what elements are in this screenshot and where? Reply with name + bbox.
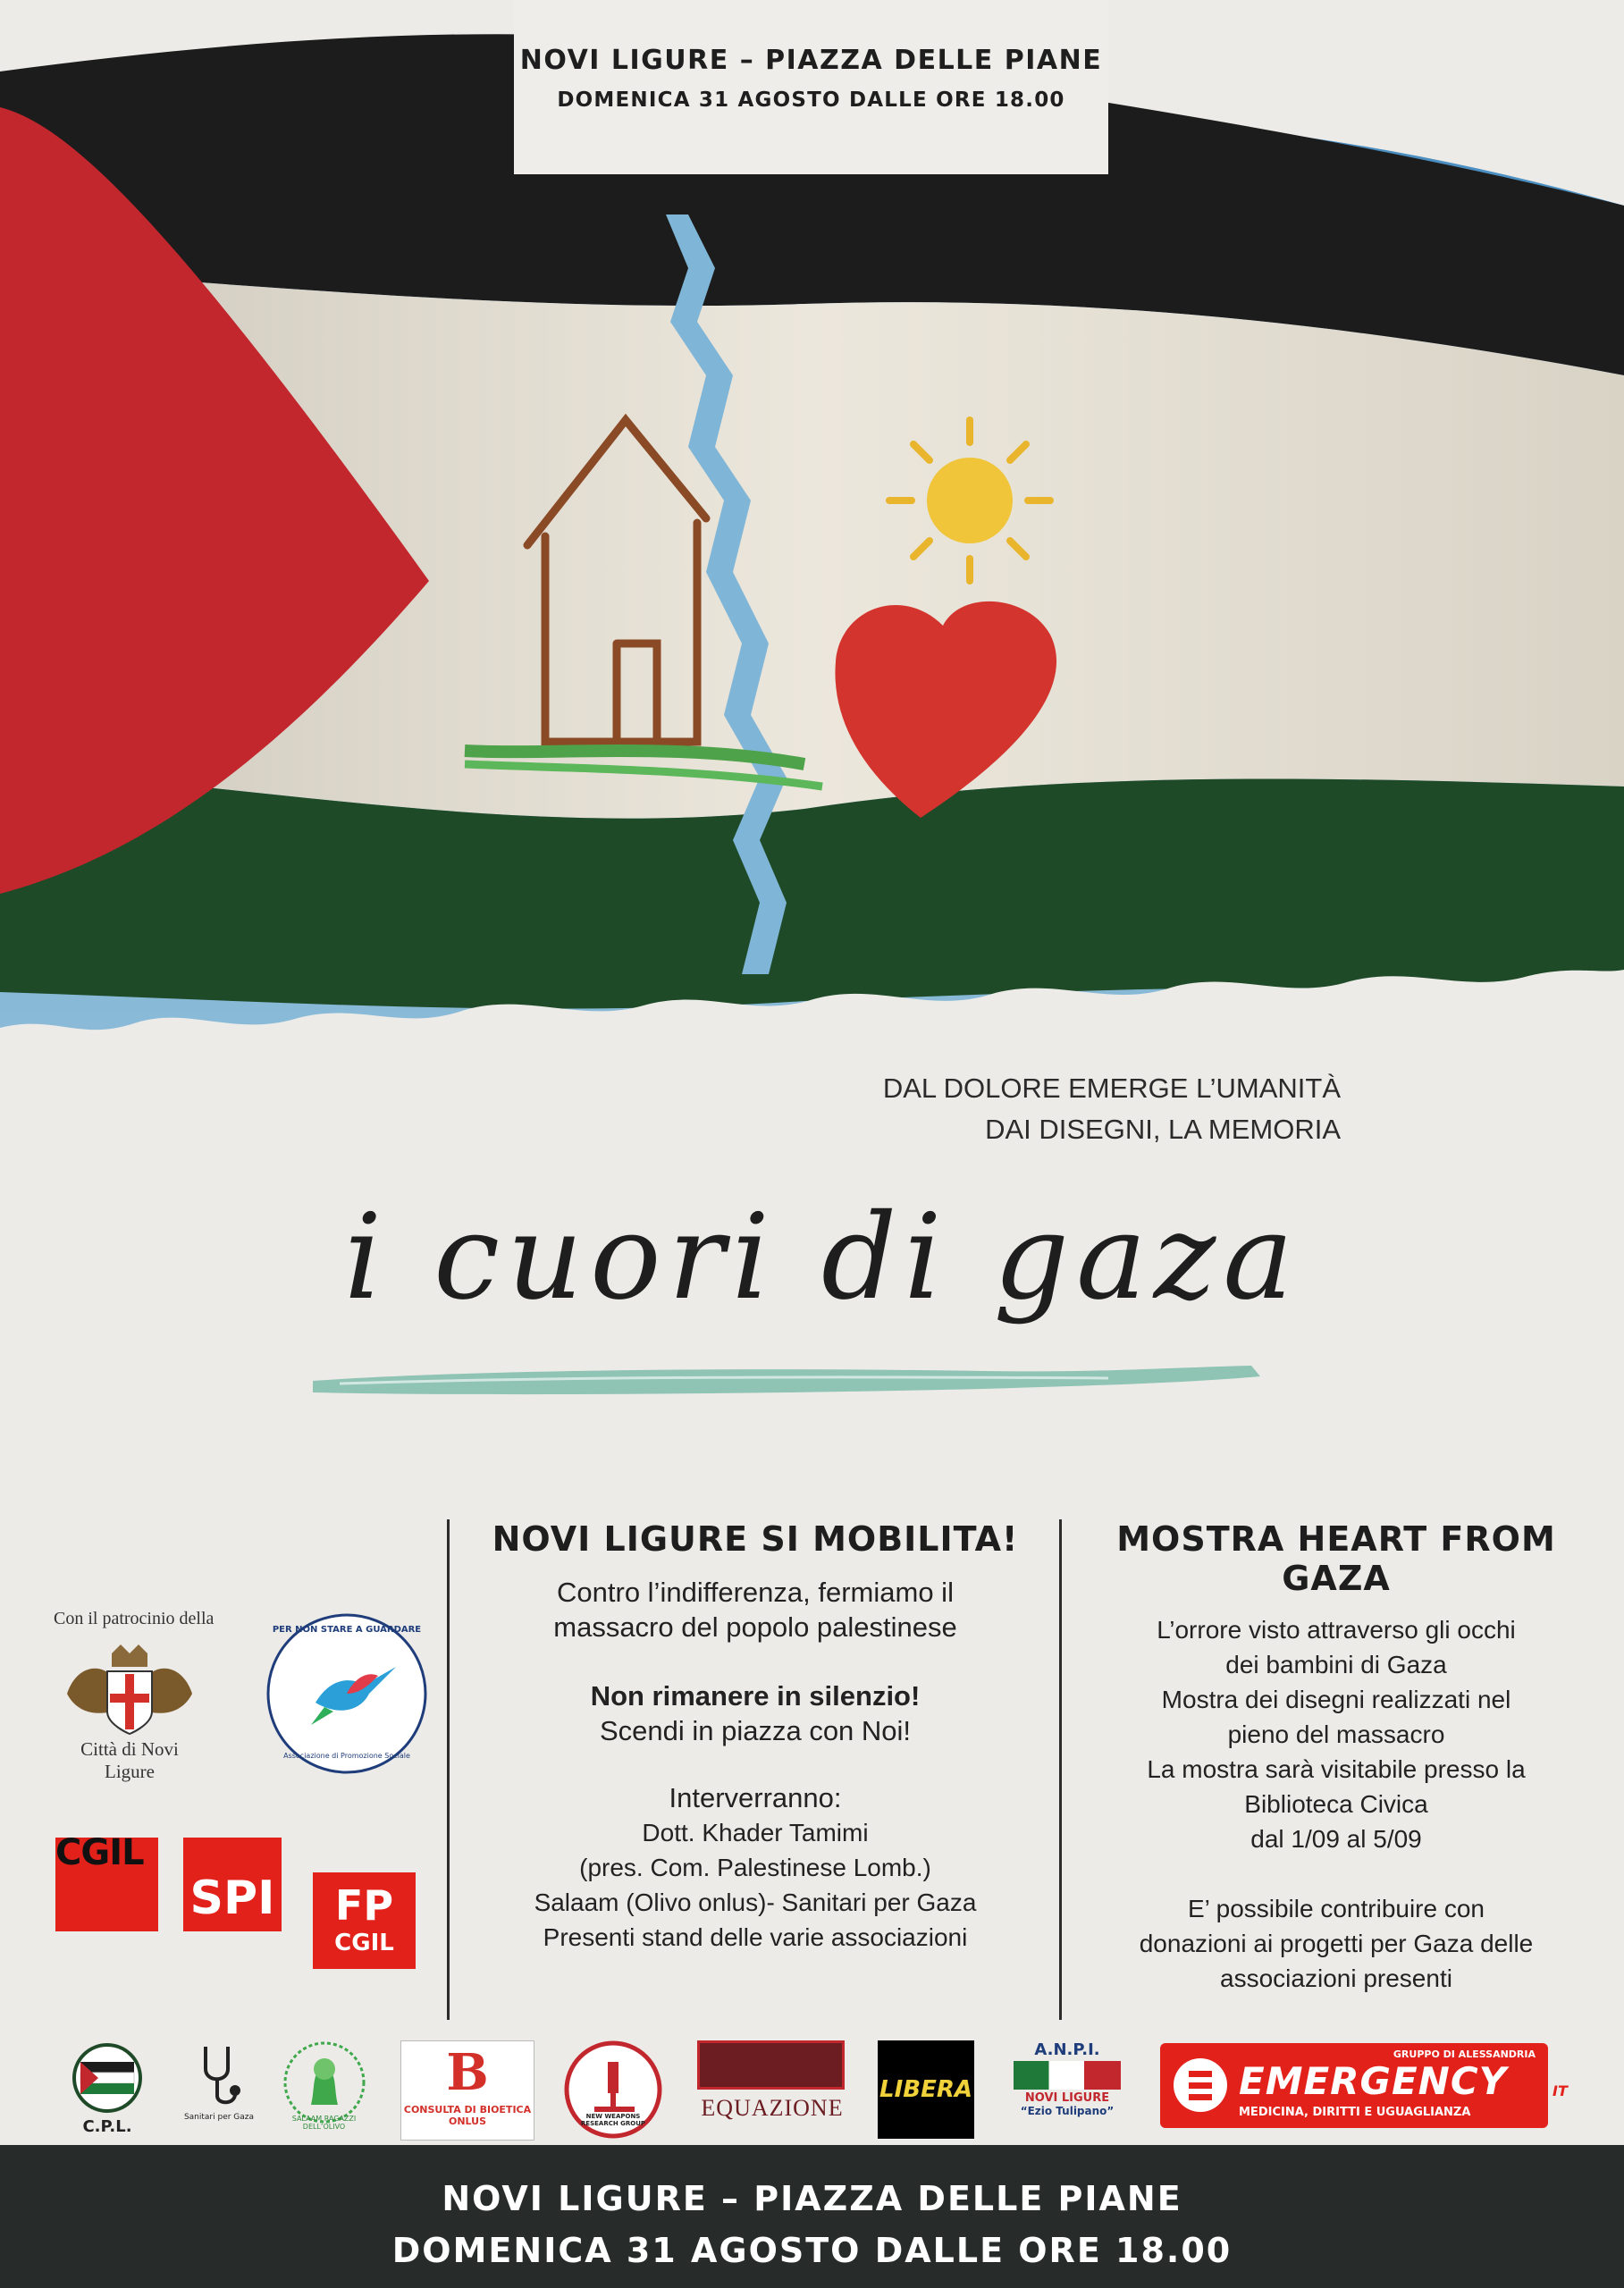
mostra-line: dei bambini di Gaza — [1225, 1651, 1447, 1678]
mostra-line: dal 1/09 al 5/09 — [1250, 1825, 1422, 1853]
mostra-line: donazioni ai progetti per Gaza delle — [1139, 1930, 1534, 1957]
anpi-flag-icon — [1014, 2061, 1121, 2090]
pnsag-label: PER NON STARE A GUARDARE — [272, 1625, 422, 1635]
footer-banner — [0, 2145, 1624, 2288]
equazione-logo — [697, 2040, 847, 2139]
event-location-footer: NOVI LIGURE – PIAZZA DELLE PIANE — [442, 2179, 1182, 2218]
mostra-line: pieno del massacro — [1227, 1720, 1445, 1748]
emergency-top-label: GRUPPO DI ALESSANDRIA — [1393, 2048, 1536, 2060]
tagline — [626, 1068, 1341, 1150]
olive-tree-icon — [280, 2038, 369, 2127]
column-divider-right — [1059, 1519, 1062, 2020]
mobilita-intro-2: massacro del popolo palestinese — [553, 1611, 957, 1643]
equazione-label: EQUAZIONE — [701, 2095, 844, 2121]
anpi-sub-label: NOVI LIGURE — [1024, 2091, 1110, 2105]
mostra-line: associazioni presenti — [1220, 1964, 1452, 1992]
mobilita-call-2: Scendi in piazza con Noi! — [599, 1715, 912, 1746]
stethoscope-icon — [192, 2042, 246, 2109]
anpi-logo — [1010, 2040, 1124, 2139]
event-date-card — [514, 0, 1108, 174]
per-non-stare-a-guardare-logo — [262, 1609, 432, 1779]
mostra-line: La mostra sarà visitabile presso la — [1147, 1755, 1526, 1783]
equazione-graphic-icon — [697, 2040, 845, 2090]
bioetica-b-icon: B — [446, 2043, 489, 2102]
mobilita-call: Non rimanere in silenzio! — [590, 1680, 921, 1712]
citta-novi-ligure-label: Città di Novi Ligure — [80, 1738, 179, 1782]
emergency-sub-label: MEDICINA, DIRITTI E UGUAGLIANZA — [1239, 2106, 1471, 2119]
salaam-logo — [277, 2038, 371, 2136]
patrocinio-label: Con il patrocinio della — [54, 1609, 215, 1628]
emergency-e-mark-icon — [1171, 2056, 1230, 2115]
mostra-spacer — [1068, 1856, 1604, 1891]
spi-label: SPI — [189, 1872, 275, 1925]
sun-drawing-icon — [889, 420, 1050, 581]
speaker-line: (pres. Com. Palestinese Lomb.) — [579, 1854, 931, 1881]
mobilita-heading: NOVI LIGURE SI MOBILITA! — [492, 1519, 1019, 1559]
cpl-label: C.P.L. — [82, 2117, 132, 2136]
fp-cgil-logo — [313, 1872, 416, 1969]
salaam-label: SALAAM RAGAZZI DELL’OLIVO — [291, 2115, 357, 2131]
mostra-heading: MOSTRA HEART FROM GAZA — [1116, 1519, 1556, 1598]
spi-cgil-logo — [183, 1832, 282, 1931]
new-weapons-label: NEW WEAPONS RESEARCH GROUP — [580, 2113, 646, 2127]
pnsag-sub-label: Associazione di Promozione Sociale — [283, 1752, 410, 1760]
tagline-line-2: DAI DISEGNI, LA MEMORIA — [985, 1114, 1341, 1145]
poster-title: i cuori di gaza — [344, 1189, 1300, 1326]
anpi-sub-label-2: “Ezio Tulipano” — [1020, 2105, 1115, 2117]
mostra-line: Biblioteca Civica — [1244, 1790, 1428, 1818]
speakers-label: Interverranno: — [669, 1782, 842, 1813]
mostra-column — [1068, 1519, 1604, 1996]
mobilita-column — [456, 1519, 1055, 1955]
tagline-line-1: DAL DOLORE EMERGE L’UMANITÀ — [882, 1072, 1341, 1104]
speaker-line: Dott. Khader Tamimi — [642, 1819, 869, 1846]
hero-flag-image — [0, 0, 1624, 1059]
emergency-wordmark: EMERGENCY — [1239, 2059, 1508, 2103]
sanitari-label: Sanitari per Gaza — [183, 2113, 255, 2122]
event-location-top: NOVI LIGURE – PIAZZA DELLE PIANE — [519, 45, 1103, 76]
fp-cgil-label: CGIL — [334, 1930, 394, 1956]
speaker-line: Salaam (Olivo onlus)- Sanitari per Gaza — [534, 1888, 977, 1916]
brush-stroke-underline — [304, 1350, 1269, 1412]
anpi-label: A.N.P.I. — [1034, 2040, 1100, 2059]
column-divider-left — [447, 1519, 450, 2020]
emergency-it-label: IT — [1552, 2082, 1568, 2099]
spi-box — [183, 1838, 282, 1931]
consulta-bioetica-logo — [400, 2040, 534, 2141]
event-date-footer: DOMENICA 31 AGOSTO DALLE ORE 18.00 — [391, 2231, 1233, 2270]
fp-label: FP — [334, 1881, 394, 1930]
mostra-line: Mostra dei disegni realizzati nel — [1161, 1686, 1511, 1713]
speaker-line: Presenti stand delle varie associazioni — [543, 1923, 968, 1951]
sanitari-per-gaza-logo — [183, 2042, 255, 2136]
novi-ligure-coat-of-arms-icon — [58, 1640, 201, 1738]
bioetica-label: CONSULTA DI BIOETICA ONLUS — [403, 2104, 532, 2127]
mostra-line: E’ possibile contribuire con — [1187, 1895, 1485, 1922]
cpl-logo — [58, 2042, 156, 2136]
cgil-logo — [55, 1832, 158, 1931]
mobilita-intro-1: Contro l’indifferenza, fermiamo il — [557, 1577, 954, 1608]
mostra-line: L’orrore visto attraverso gli occhi — [1157, 1616, 1516, 1644]
cgil-wordmark: CGIL — [55, 1832, 144, 1873]
event-date-top: DOMENICA 31 AGOSTO DALLE ORE 18.00 — [557, 88, 1065, 112]
new-weapons-logo — [563, 2040, 663, 2140]
cpl-flag-badge-icon — [58, 2042, 156, 2114]
libera-label: LIBERA — [879, 2076, 972, 2103]
libera-logo — [878, 2040, 974, 2139]
emergency-logo — [1160, 2043, 1548, 2128]
